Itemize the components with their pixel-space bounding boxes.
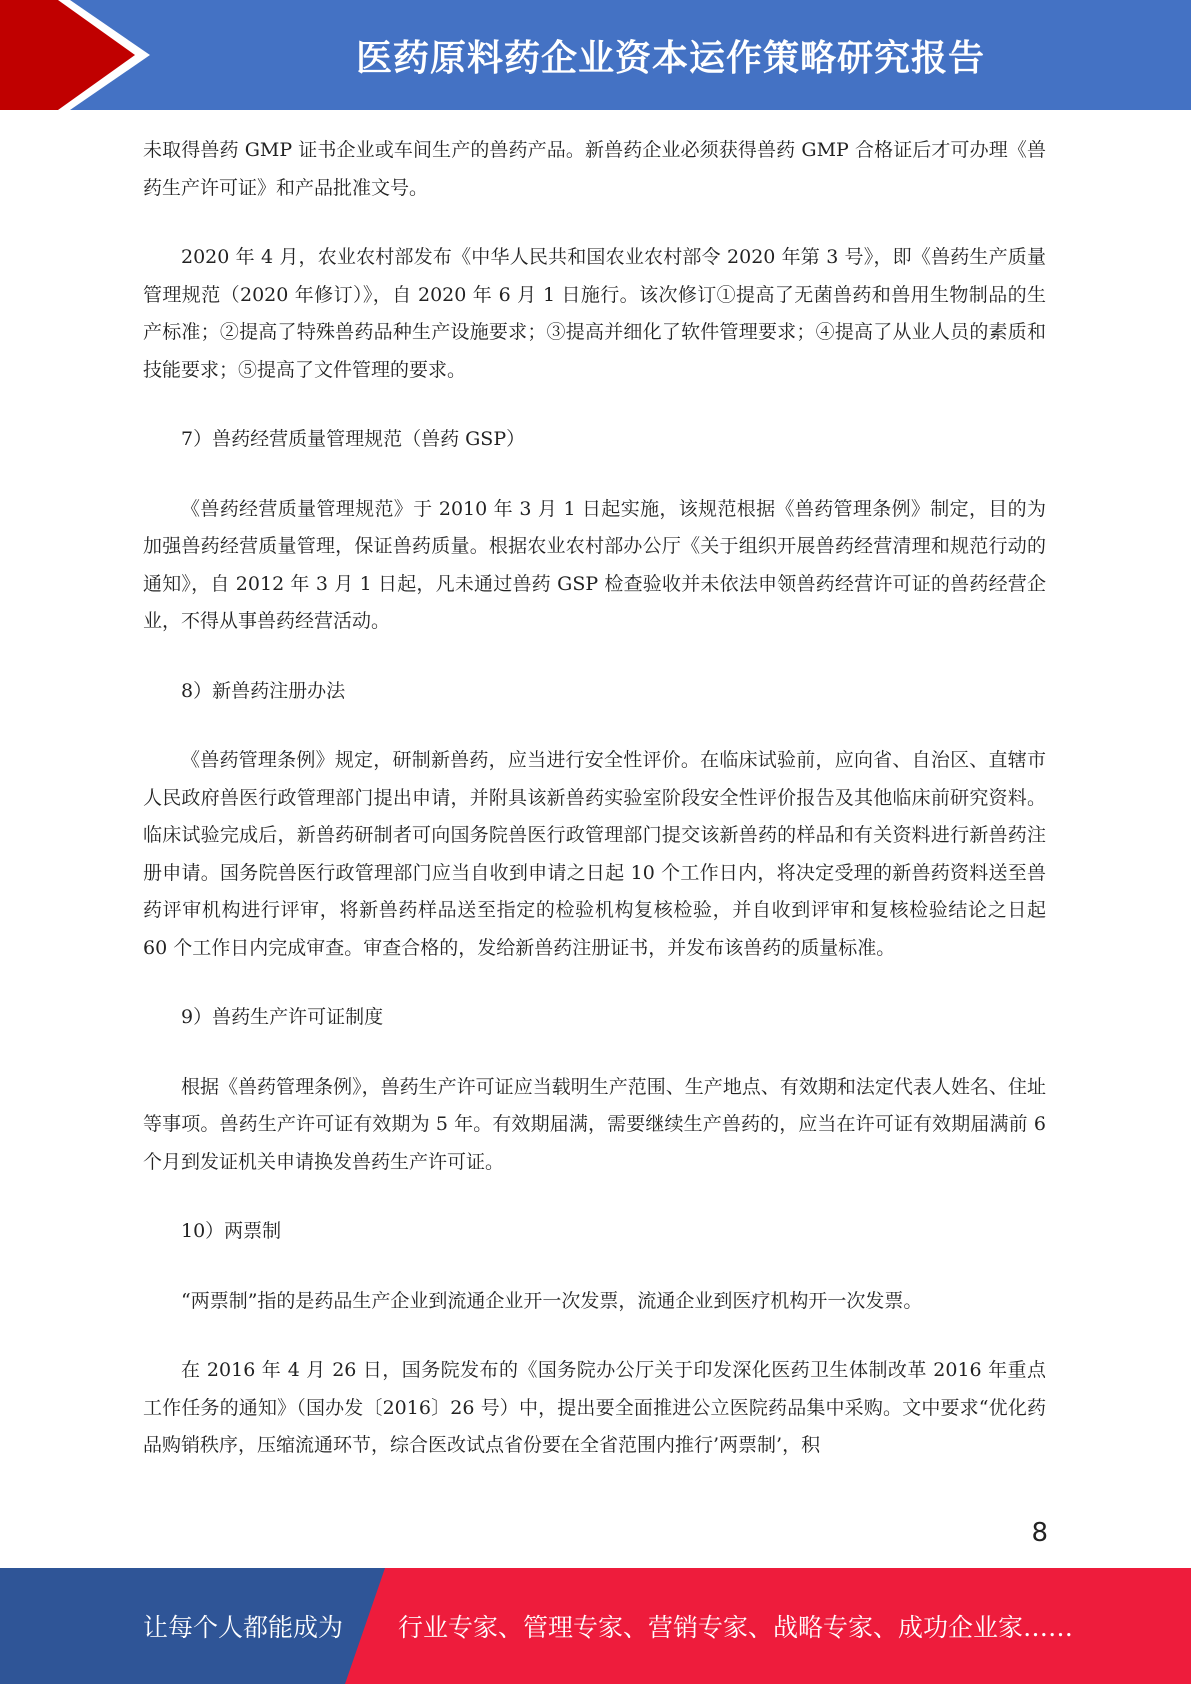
footer-slogan-left: 让每个人都能成为 (143, 1613, 344, 1642)
paragraph: 2020 年 4 月，农业农村部发布《中华人民共和国农业农村部令 2020 年第 3 号》，即《兽药生产质量管理规范（2020 年修订）》，自 2020 年 6 月 1 日施行。该次修订①提高了无菌兽药和兽用生物制品的生产标准；②提高了特殊兽药品种生产设施要求；③提高并细化了软件管理要求；④提高了从业人员的素质和技能要求；⑤提高了文件管理的要求。 (143, 246, 1046, 381)
page-header (0, 0, 1191, 110)
paragraph: 《兽药管理条例》规定，研制新兽药，应当进行安全性评价。在临床试验前，应向省、自治区、直辖市人民政府兽医行政管理部门提出申请，并附具该新兽药实验室阶段安全性评价报告及其他临床前研究资料。临床试验完成后，新兽药研制者可向国务院兽医行政管理部门提交该新兽药的样品和有关资料进行新兽药注册申请。国务院兽医行政管理部门应当自收到申请之日起 10 个工作日内，将决定受理的新兽药资料送至兽药评审机构进行评审，将新兽药样品送至指定的检验机构复核检验，并自收到评审和复核检验结论之日起 60 个工作日内完成审查。审查合格的，发给新兽药注册证书，并发布该兽药的质量标准。 (143, 749, 1046, 959)
page-footer (0, 1568, 1191, 1684)
footer-slogan-right: 行业专家、管理专家、营销专家、战略专家、成功企业家…… (398, 1613, 1074, 1642)
paragraph: 根据《兽药管理条例》，兽药生产许可证应当载明生产范围、生产地点、有效期和法定代表人姓名、住址等事项。兽药生产许可证有效期为 5 年。有效期届满，需要继续生产兽药的，应当在许可证有效期届满前 6 个月到发证机关申请换发兽药生产许可证。 (143, 1075, 1046, 1173)
paragraph: 8）新兽药注册办法 (181, 679, 346, 702)
document-body (143, 132, 1046, 1497)
paragraph: 《兽药经营质量管理规范》于 2010 年 3 月 1 日起实施，该规范根据《兽药管理条例》制定，目的为加强兽药经营质量管理，保证兽药质量。根据农业农村部办公厅《关于组织开展兽药经营清理和规范行动的通知》，自 2012 年 3 月 1 日起，凡未通过兽药 GSP 检查验收并未依法申领兽药经营许可证的兽药经营企业，不得从事兽药经营活动。 (143, 497, 1046, 632)
paragraph: 在 2016 年 4 月 26 日，国务院发布的《国务院办公厅关于印发深化医药卫生体制改革 2016 年重点工作任务的通知》（国办发〔2016〕26 号）中，提出要全面推进公立医院药品集中采购。文中要求“优化药品购销秩序，压缩流通环节，综合医改试点省份要在全省范围内推行’两票制’，积 (143, 1359, 1046, 1456)
paragraph: 10）两票制 (181, 1220, 282, 1242)
paragraph: 9）兽药生产许可证制度 (181, 1006, 384, 1028)
paragraph: “两票制”指的是药品生产企业到流通企业开一次发票，流通企业到医疗机构开一次发票。 (181, 1289, 923, 1312)
page-number: 8 (1031, 1518, 1048, 1548)
header-arrow-decoration (0, 0, 160, 110)
paragraph: 未取得兽药 GMP 证书企业或车间生产的兽药产品。新兽药企业必须获得兽药 GMP 合格证后才可办理《兽药生产许可证》和产品批准文号。 (143, 139, 1046, 199)
paragraph: 7）兽药经营质量管理规范（兽药 GSP） (181, 428, 526, 450)
header-title: 医药原料药企业资本运作策略研究报告 (355, 37, 985, 79)
